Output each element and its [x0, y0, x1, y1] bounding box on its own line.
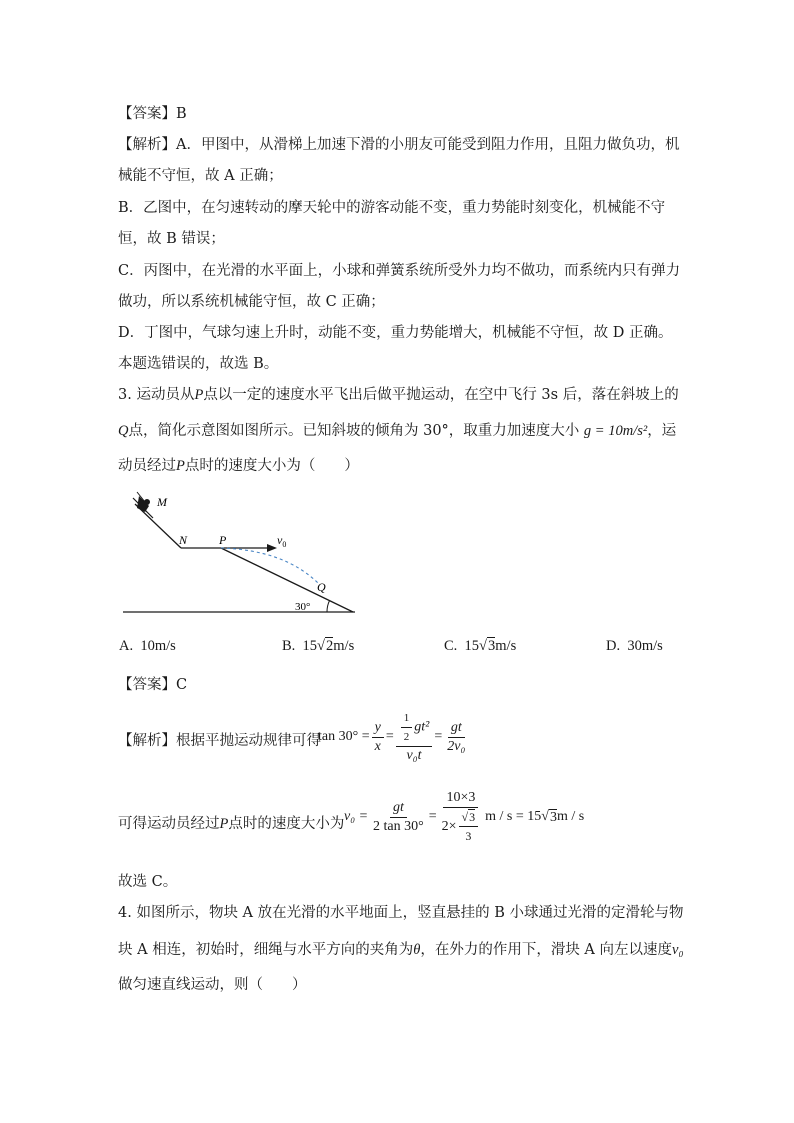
- frac-num: y: [372, 720, 384, 738]
- eq-unit-2: m / s: [556, 809, 585, 824]
- option-b-coef: 15: [302, 638, 318, 654]
- upper-slope: [135, 504, 181, 548]
- frac-sqrt3-3: [459, 809, 479, 844]
- eq-sign: =: [428, 809, 437, 824]
- q3-analysis-line: [118, 731, 321, 751]
- theta-symbol: θ: [413, 942, 421, 958]
- sqrt3-radicand: 3: [469, 810, 476, 824]
- analysis-tag: 【解析】: [118, 733, 176, 749]
- label-q: Q: [317, 580, 326, 594]
- answer-line: [118, 104, 187, 124]
- option-c[interactable]: C. 15√3m/s: [444, 638, 517, 654]
- frac-den: 2v₀: [447, 738, 466, 754]
- option-d-letter: D.: [606, 638, 621, 654]
- half-den: 2: [403, 731, 410, 743]
- gt-squared: gt²: [414, 719, 430, 735]
- frac-num: 10×3: [443, 790, 478, 808]
- frac-den: x: [374, 738, 381, 754]
- answer-tag: 【答案】: [118, 106, 176, 122]
- q3-stem-text-2: 点，简化示意图如图所示。已知斜坡的倾角为 30°，取重力加速度大小: [128, 423, 580, 439]
- eq-sign: =: [385, 729, 394, 744]
- analysis-line-6: 做功，所以系统机械能守恒，故 C 正确；: [118, 294, 385, 310]
- equation-tan: [318, 710, 470, 764]
- gravity-value: g = 10m/s²: [583, 423, 648, 439]
- frac-half: [401, 710, 413, 745]
- q4-stem-line-2: [118, 940, 684, 960]
- option-c-radicand: 3: [488, 638, 496, 654]
- label-v0: $v_0$: [277, 533, 287, 549]
- equation-speed: v₀ = $\frac{gt}{2 \tan 30^\circ}$ = 10×3 2× $\frac{√3}{3}$ m / s = 15 √ 3 m / s: [344, 790, 585, 843]
- option-b-unit: m/s: [333, 638, 355, 654]
- point-p: P: [194, 387, 204, 403]
- frac-gt: [444, 720, 468, 755]
- option-c-letter: C.: [444, 638, 458, 654]
- answer-tag: 【答案】: [118, 677, 176, 693]
- analysis-line-2: 械能不守恒，故 A 正确；: [118, 168, 283, 184]
- analysis-text: A．甲图中，从滑梯上加速下滑的小朋友可能受到阻力作用，且阻力做负功，机: [176, 137, 680, 153]
- q3-stem-text-5: 点时的速度大小为（ ）: [184, 458, 359, 474]
- arrowhead-icon: [267, 544, 277, 552]
- label-angle: 30°: [295, 601, 311, 613]
- q4-stem-text: 块 A 相连，初始时，细绳与水平方向的夹角为: [118, 942, 414, 958]
- q3-stem-line-3: [118, 456, 359, 476]
- frac-gt-tan: [370, 800, 427, 835]
- q3-stem-line-1: [118, 385, 679, 405]
- q3-speed-line: [118, 814, 344, 834]
- lower-slope: [221, 548, 353, 612]
- option-c-unit: m/s: [495, 638, 517, 654]
- answer-value: B: [176, 106, 187, 122]
- answer-value: C: [176, 677, 188, 693]
- q3-stem-text-3: ，运: [647, 423, 677, 439]
- analysis-line-7: D．丁图中，气球匀速上升时，动能不变，重力势能增大，机械能不守恒，故 D 正确。: [118, 325, 673, 341]
- half-num: 1: [401, 710, 413, 728]
- frac-numeric: [439, 790, 484, 844]
- angle-arc: [327, 600, 330, 612]
- eq-v0: v₀ =: [344, 809, 369, 824]
- q4-stem-line-1: 4. 如图所示，物块 A 放在光滑的水平地面上，竖直悬挂的 B 小球通过光滑的定滑轮与物: [118, 905, 684, 921]
- analysis-line-5: C．丙图中，在光滑的水平面上，小球和弹簧系统所受外力均不做功，而系统内只有弹力: [118, 263, 681, 279]
- label-m: M: [157, 495, 167, 509]
- q3-stem-line-2: [118, 421, 676, 441]
- frac-num: [396, 710, 433, 747]
- analysis-tag: 【解析】: [118, 137, 176, 153]
- sqrt-den: 3: [465, 829, 472, 843]
- analysis-text: 根据平抛运动规律可得: [176, 733, 321, 749]
- q3-stem-text: 点以一定的速度水平飞出后做平抛运动，在空中飞行 3s 后，落在斜坡上的: [203, 387, 679, 403]
- frac-den: v₀t: [406, 748, 422, 763]
- option-b-letter: B.: [282, 638, 296, 654]
- v0-symbol: v₀: [672, 942, 684, 958]
- option-b-radicand: 2: [326, 638, 334, 654]
- frac-den: 2 tan 30°: [373, 818, 424, 834]
- option-c-coef: 15: [464, 638, 480, 654]
- eq-tan: tan 30° =: [318, 729, 370, 744]
- frac-y-x: [372, 720, 384, 755]
- frac-num: gt: [448, 720, 465, 738]
- analysis-line-8: 本题选错误的，故选 B。: [118, 356, 279, 372]
- option-a[interactable]: [119, 638, 176, 655]
- frac-height: [396, 710, 433, 764]
- option-d[interactable]: [606, 638, 663, 655]
- label-p: P: [219, 533, 227, 547]
- option-a-letter: A.: [119, 638, 134, 654]
- eq-sign: =: [434, 729, 443, 744]
- point-q: Q: [118, 423, 129, 439]
- den-two-times: 2×: [441, 818, 457, 834]
- q4-stem-line-3: 做匀速直线运动，则（ ）: [118, 977, 307, 993]
- sqrt3: √3: [459, 809, 479, 827]
- q4-stem-text-2: ，在外力的作用下，滑块 A 向左以速度: [420, 942, 673, 958]
- point-p: P: [219, 816, 229, 832]
- frac-den: [439, 808, 484, 844]
- q3-stem-text-4: 动员经过: [118, 458, 176, 474]
- q3-answer-line: [118, 675, 187, 695]
- q3-conclusion: 故选 C。: [118, 874, 178, 890]
- point-p: P: [176, 458, 185, 474]
- option-d-value: 30m/s: [627, 638, 663, 654]
- slope-diagram: [115, 488, 365, 618]
- option-a-value: 10m/s: [140, 638, 176, 654]
- frac-num: gt: [390, 800, 407, 818]
- analysis-line-3: B．乙图中，在匀速转动的摩天轮中的游客动能不变，重力势能时刻变化，机械能不守: [118, 200, 666, 216]
- eq-radicand: 3: [549, 809, 557, 825]
- label-n: N: [179, 533, 188, 547]
- analysis-line-4: 恒，故 B 错误；: [118, 231, 225, 247]
- analysis-line-1: [118, 135, 679, 155]
- trajectory-curve: [221, 548, 319, 584]
- option-b[interactable]: B. 15√2m/s: [282, 638, 355, 654]
- q3-number: 3. 运动员从: [118, 387, 195, 403]
- eq-unit: m / s = 15: [485, 809, 542, 824]
- speed-text-2: 点时的速度大小为: [228, 816, 345, 832]
- speed-text: 可得运动员经过: [118, 816, 220, 832]
